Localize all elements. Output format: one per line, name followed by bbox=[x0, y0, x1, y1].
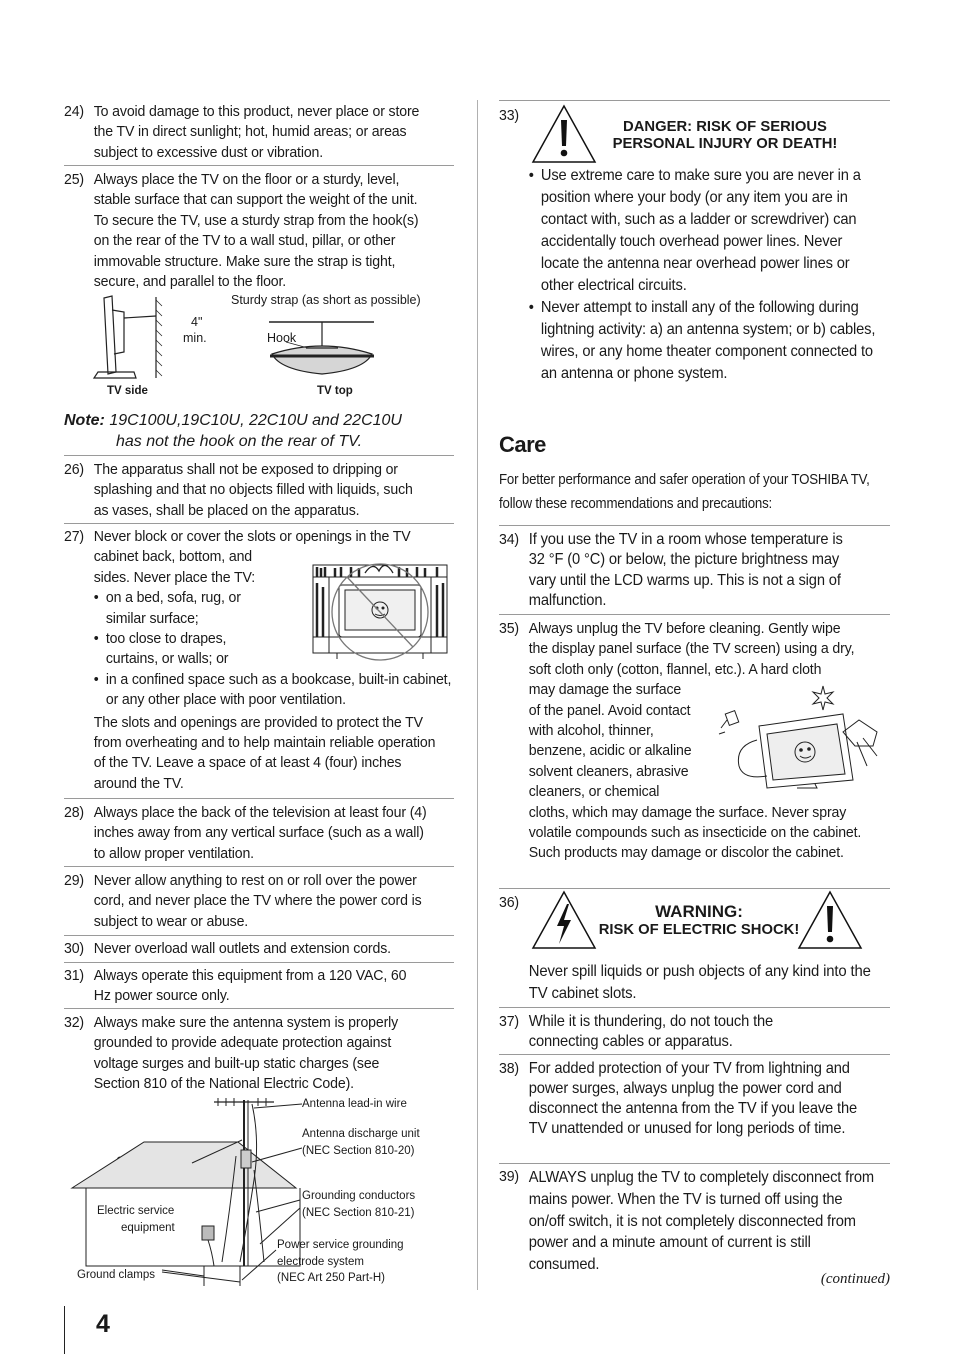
antenna-grounding-drawing bbox=[64, 0, 454, 1300]
note-line-2: has not the hook on the rear of TV. bbox=[116, 433, 363, 450]
exclamation-warning-icon bbox=[797, 890, 867, 950]
page-number-bar bbox=[64, 1306, 65, 1354]
discharge-label-2: (NEC Section 810-20) bbox=[302, 1145, 415, 1157]
item-line: Never block or cover the slots or openings in the TV bbox=[93, 528, 411, 545]
power-grounding-label-3: (NEC Art 250 Part-H) bbox=[277, 1272, 385, 1284]
care-heading: Care bbox=[499, 432, 546, 457]
hook-label: Hook bbox=[267, 331, 297, 345]
item-text: Always operate this equipment from a 120 VAC, 60 Hz power source only. bbox=[93, 967, 407, 1005]
item-number: 28) bbox=[64, 804, 85, 821]
bullet-item: • on a bed, sofa, rug, or similar surface; bbox=[94, 588, 427, 629]
item-line: with alcohol, thinner, bbox=[528, 722, 654, 740]
electric-service-label-2: equipment bbox=[121, 1222, 175, 1234]
item-text: The apparatus shall not be exposed to dripping or splashing and that no objects filled with liquids, such as vases, shall be placed on the apparatus. bbox=[93, 461, 413, 519]
rule bbox=[499, 1163, 890, 1164]
bullet-item: • Use extreme care to make sure you are never in a position where your body (or any item you are in contact with, such as a ladder or screwdriver) can accidentally touch overhead power lines. Never locate the antenna near overhead power lines or other electrical circuits. bbox=[529, 165, 878, 297]
note-line-1: 19C100U,19C10U, 22C10U and 22C10U bbox=[109, 412, 402, 429]
care-intro: For better performance and safer operation of your TOSHIBA TV, follow these recommendations and precautions: bbox=[499, 472, 870, 512]
item-number: 39) bbox=[499, 1168, 520, 1185]
item-number: 32) bbox=[64, 1014, 85, 1031]
gap-label: 4" bbox=[191, 315, 203, 329]
rule bbox=[499, 1007, 890, 1008]
item-number: 37) bbox=[499, 1013, 520, 1030]
item-number: 38) bbox=[499, 1060, 520, 1077]
item-text: If you use the TV in a room whose temperature is 32 °F (0 °C) or below, the picture brightness may vary until the LCD warms up. This is not a sign of malfunction. bbox=[528, 531, 843, 610]
item-text: Never overload wall outlets and extension cords. bbox=[93, 940, 391, 957]
item-number: 24) bbox=[64, 103, 85, 120]
item-text: Always place the TV on the floor or a sturdy, level, stable surface that can support the weight of the unit. To secure the TV, use a sturdy strap from the hook(s) on the rear of the TV to a wall stud, pillar, or other immovable structure. Make sure the strap is tight, secure, and parallel to the floor. bbox=[93, 171, 419, 291]
discharge-label-1: Antenna discharge unit bbox=[302, 1128, 420, 1140]
power-grounding-label-1: Power service grounding bbox=[277, 1239, 404, 1251]
rule bbox=[499, 525, 890, 526]
rule bbox=[499, 1054, 890, 1055]
item-number: 29) bbox=[64, 872, 85, 889]
rule bbox=[499, 100, 890, 101]
electric-shock-icon bbox=[531, 890, 601, 950]
item-text: ALWAYS unplug the TV to completely disconnect from mains power. When the TV is turned off using the on/off switch, it is not completely disconnected from power and a minute amount of current is still consumed. bbox=[528, 1169, 875, 1274]
item-34 bbox=[499, 530, 863, 612]
strap-label: Sturdy strap (as short as possible) bbox=[231, 293, 421, 307]
warning-heading: WARNING: RISK OF ELECTRIC SHOCK! bbox=[598, 902, 800, 938]
item-number: 34) bbox=[499, 531, 520, 548]
item-text: cloths, which may damage the surface. Never spray volatile compounds such as insecticide on the cabinet. Such products may damage or discolor the cabinet. bbox=[528, 803, 862, 862]
item-38 bbox=[499, 1059, 863, 1139]
page-number: 4 bbox=[96, 1310, 110, 1338]
item-text: To avoid damage to this product, never place or store the TV in direct sunlight; hot, humid areas; or areas subject to excessive dust or vibration. bbox=[93, 103, 420, 161]
item-number: 25) bbox=[64, 171, 85, 188]
ground-clamps-label: Ground clamps bbox=[77, 1269, 155, 1281]
item-number: 35) bbox=[499, 620, 520, 637]
column-divider bbox=[477, 100, 478, 1290]
danger-warning-icon bbox=[531, 104, 601, 164]
item-line: may damage the surface bbox=[528, 681, 682, 699]
power-grounding-label-2: electrode system bbox=[277, 1256, 364, 1268]
item-line: of the panel. Avoid contact bbox=[528, 701, 691, 719]
bullet-item: • Never attempt to install any of the following during lightning activity: a) an antenna system; or b) cables, wires, or any home theater component connected to an antenna or phone system. bbox=[529, 297, 878, 385]
conductors-label-1: Grounding conductors bbox=[302, 1190, 416, 1202]
continued-label: (continued) bbox=[820, 1271, 890, 1287]
item-39 bbox=[499, 1167, 875, 1276]
tv-top-label: TV top bbox=[317, 385, 353, 397]
item-text: Never allow anything to rest on or roll over the power cord, and never place the TV where the power cord is subject to wear or abuse. bbox=[93, 872, 422, 930]
bullet-item: • too close to drapes, curtains, or walls; or bbox=[94, 629, 427, 670]
item-text: Always place the back of the television at least four (4) inches away from any vertical surface (such as a wall) to allow proper ventilation. bbox=[93, 804, 427, 862]
gap-min-label: min. bbox=[183, 331, 207, 345]
item-33-bullets bbox=[499, 165, 876, 385]
item-paragraph: The slots and openings are provided to protect the TV from overheating and to help maintain reliable operation of the TV. Leave a space of at least 4 (four) inches around the TV. bbox=[93, 713, 436, 792]
item-number: 33) bbox=[499, 107, 520, 124]
item-text: Always unplug the TV before cleaning. Gently wipe the display panel surface (the TV screen) using a dry, soft cloth only (cotton, flannel, etc.). A hard cloth bbox=[528, 620, 855, 678]
note-label: Note: bbox=[64, 412, 105, 429]
item-line: cabinet back, bottom, and bbox=[93, 548, 253, 566]
lead-in-label: Antenna lead-in wire bbox=[302, 1098, 407, 1110]
item-36-text: Never spill liquids or push objects of any kind into the TV cabinet slots. bbox=[528, 963, 871, 1002]
item-line: cleaners, or chemical bbox=[528, 783, 660, 801]
item-number: 31) bbox=[64, 967, 85, 984]
item-number: 36) bbox=[499, 894, 520, 911]
electric-service-label-1: Electric service bbox=[97, 1205, 175, 1217]
item-number: 27) bbox=[64, 528, 85, 545]
rule bbox=[499, 614, 890, 615]
item-text: Always make sure the antenna system is properly grounded to provide adequate protection against voltage surges and built-up static charges (see Section 810 of the National Electric Code). bbox=[93, 1014, 399, 1093]
item-text: For added protection of your TV from lightning and power surges, always unplug the power cord and disconnect the antenna from the TV if you leave the TV unattended or unused for long periods of time. bbox=[528, 1060, 858, 1137]
item-line: solvent cleaners, abrasive bbox=[528, 762, 689, 780]
danger-heading: DANGER: RISK OF SERIOUS PERSONAL INJURY OR DEATH! bbox=[612, 119, 838, 152]
item-line: sides. Never place the TV: bbox=[93, 568, 255, 586]
item-number: 26) bbox=[64, 461, 85, 478]
conductors-label-2: (NEC Section 810-21) bbox=[302, 1207, 415, 1219]
rule bbox=[499, 888, 890, 889]
item-text: While it is thundering, do not touch the connecting cables or apparatus. bbox=[528, 1013, 774, 1051]
item-number: 30) bbox=[64, 940, 85, 957]
tv-side-label: TV side bbox=[107, 385, 148, 397]
item-line: benzene, acidic or alkaline bbox=[528, 742, 692, 760]
bullet-item: • in a confined space such as a bookcase, built-in cabinet, or any other place with poor ventilation. bbox=[94, 670, 459, 711]
cleaning-tv-illustration bbox=[717, 680, 887, 790]
item-37 bbox=[499, 1012, 863, 1053]
